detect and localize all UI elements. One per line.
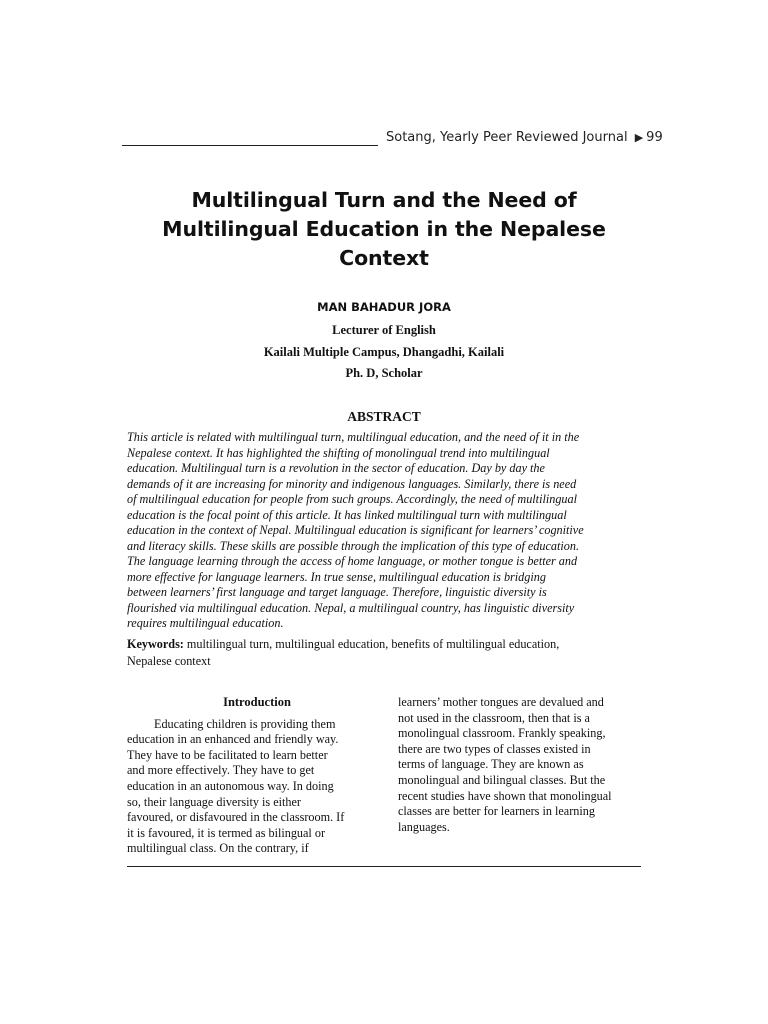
title-line: Multilingual Turn and the Need of bbox=[191, 188, 577, 212]
body-line: terms of language. They are known as bbox=[398, 757, 584, 772]
abstract-line: The language learning through the access of home language, or mother tongue is better and bbox=[127, 554, 578, 568]
body-line: languages. bbox=[398, 819, 450, 834]
body-line: Educating children is providing them bbox=[154, 716, 336, 731]
body-line: there are two types of classes existed in bbox=[398, 741, 591, 756]
intro-column-right bbox=[398, 695, 642, 835]
abstract-line: This article is related with multilingual turn, multilingual education, and the need of it in the bbox=[127, 430, 580, 444]
abstract-line: education. Multilingual turn is a revolution in the sector of education. Day by day the bbox=[127, 461, 545, 475]
running-header bbox=[386, 130, 663, 145]
intro-column-left bbox=[127, 695, 371, 857]
triangle-right-icon: ▶ bbox=[634, 131, 644, 144]
abstract-line: education in the context of Nepal. Multilingual education is significant for learners’ cognitive bbox=[127, 523, 584, 537]
body-line: classes are better for learners in learning bbox=[398, 804, 595, 819]
header-rule bbox=[122, 145, 378, 146]
abstract-line: and literacy skills. These skills are possible through the implication of this type of education. bbox=[127, 538, 580, 553]
abstract-line: education is the focal point of this article. It has linked multilingual turn with multilingual bbox=[127, 507, 567, 522]
author-degree: Ph. D, Scholar bbox=[345, 366, 423, 380]
introduction-heading: Introduction bbox=[223, 695, 291, 709]
body-line: it is favoured, it is termed as bilingual or bbox=[127, 825, 326, 840]
body-line: so, their language diversity is either bbox=[127, 794, 301, 809]
keywords-label: Keywords: bbox=[127, 637, 184, 651]
body-line: multilingual class. On the contrary, if bbox=[127, 841, 309, 856]
abstract-line: requires multilingual education. bbox=[127, 616, 284, 630]
author-name: MAN BAHADUR JORA bbox=[317, 300, 451, 314]
body-line: not used in the classroom, then that is a bbox=[398, 710, 590, 725]
body-line: education in an enhanced and friendly way. bbox=[127, 732, 339, 747]
body-line: favoured, or disfavoured in the classroom. If bbox=[127, 810, 345, 825]
journal-name: Sotang, Yearly Peer Reviewed Journal bbox=[386, 130, 628, 145]
footer-rule bbox=[127, 866, 641, 867]
abstract-body bbox=[127, 430, 642, 632]
title-line: Multilingual Education in the Nepalese bbox=[162, 217, 606, 241]
body-line: They have to be facilitated to learn better bbox=[127, 747, 328, 762]
author-institution: Kailali Multiple Campus, Dhangadhi, Kailali bbox=[263, 345, 505, 359]
keywords bbox=[127, 636, 642, 669]
abstract-line: Nepalese context. It has highlighted the shifting of monolingual trend into multilingual bbox=[127, 445, 550, 460]
page-number: 99 bbox=[646, 130, 663, 145]
body-line: and more effectively. They have to get bbox=[127, 763, 315, 778]
abstract-line: flourished via multilingual education. Nepal, a multilingual country, has linguistic diversity bbox=[127, 600, 575, 615]
keywords-line: Nepalese context bbox=[127, 653, 211, 668]
abstract-line: more effective for language learners. In true sense, multilingual education is bridging bbox=[127, 569, 546, 584]
abstract-heading: ABSTRACT bbox=[347, 409, 421, 424]
body-line: monolingual classroom. Frankly speaking, bbox=[398, 726, 606, 741]
abstract-line: of multilingual education for people from such groups. Accordingly, the need of multilingual bbox=[127, 492, 577, 506]
title-line: Context bbox=[339, 246, 429, 270]
keywords-text: multilingual turn, multilingual education, benefits of multilingual education, bbox=[183, 637, 560, 651]
keywords-line bbox=[127, 636, 642, 653]
body-line: recent studies have shown that monolingual bbox=[398, 788, 612, 803]
body-line: monolingual and bilingual classes. But the bbox=[398, 772, 606, 787]
paper-title bbox=[122, 186, 646, 273]
abstract-line: demands of it are increasing for minority and indigenous languages. Similarly, there is need bbox=[127, 476, 577, 491]
abstract-line: between learners’ first language and target language. Therefore, linguistic diversity is bbox=[127, 585, 547, 599]
body-line: learners’ mother tongues are devalued and bbox=[398, 695, 604, 709]
body-line: education in an autonomous way. In doing bbox=[127, 778, 334, 793]
author-position: Lecturer of English bbox=[332, 323, 436, 337]
